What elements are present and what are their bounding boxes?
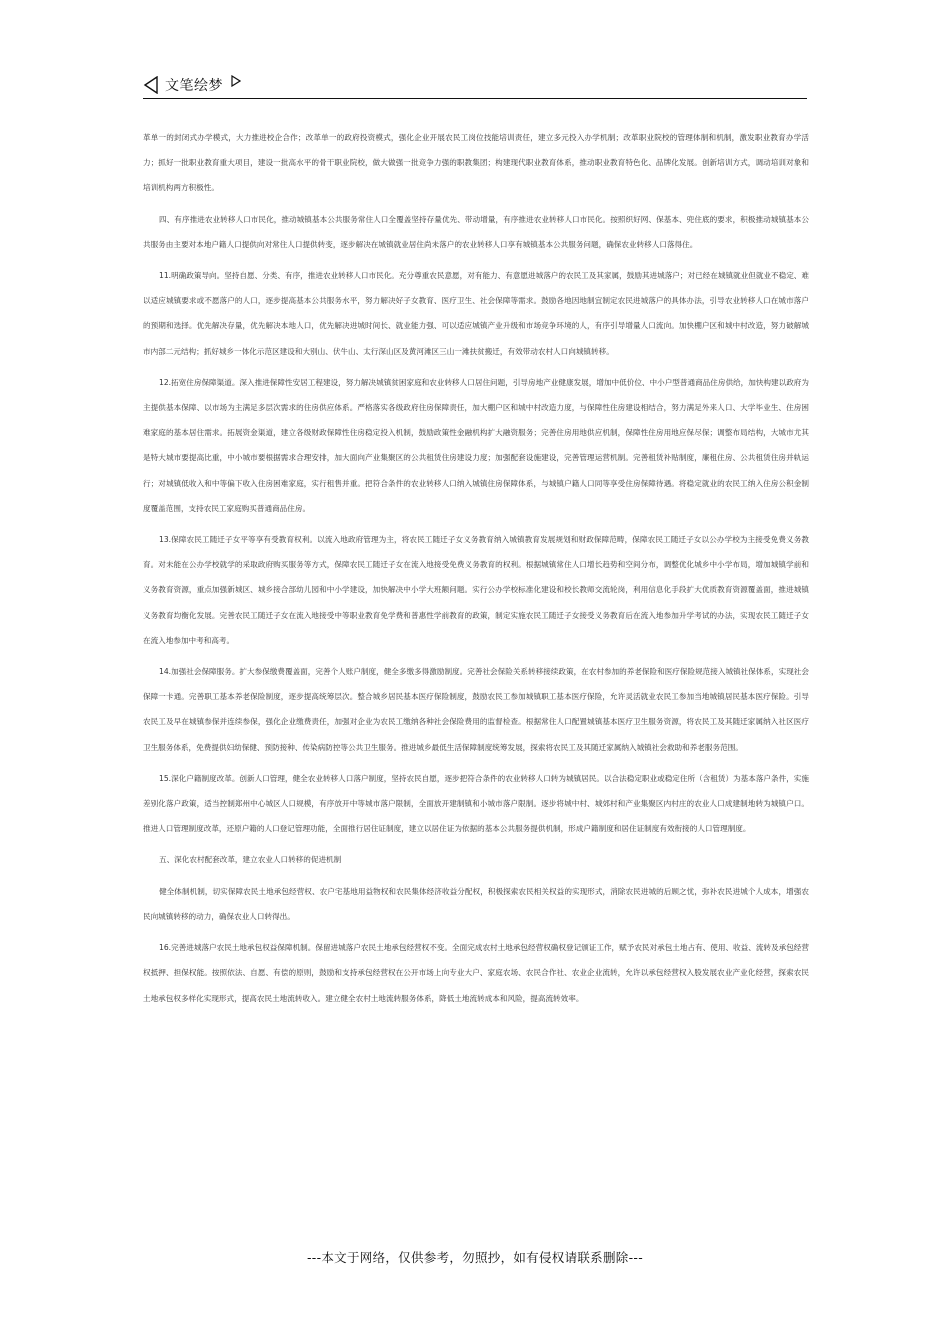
paragraph-8: 健全体制机制，切实保障农民土地承包经营权、农户宅基地用益物权和农民集体经济收益分配权，积极探索农民相关权益的实现形式，消除农民进城的后顾之忧，弥补农民进城个人成本，增强农民向城镇转移的动力，确保农业人口转得出。 bbox=[143, 886, 809, 921]
footer-disclaimer: ---本文于网络，仅供参考，勿照抄，如有侵权请联系删除--- bbox=[306, 1250, 644, 1265]
paragraph-2: 11.明确政策导向。坚持自愿、分类、有序，推进农业转移人口市民化。充分尊重农民意愿，对有能力、有意愿进城落户的农民工及其家属，鼓励其进城落户；对已经在城镇就业但就业不稳定、难以适应城镇要求或不愿落户的人口，逐步提高基本公共服务水平，努力解决好子女教育、医疗卫生、社会保障等需求。鼓励各地因地制宜制定农民进城落户的具体办法，引导农业转移人口在城市落户的预期和选择。优先解决存量，优先解决本地人口，优先解决进城时间长、就业能力强、可以适应城镇产业升级和市场竞争环境的人，有序引导增量人口流向。加快棚户区和城中村改造，努力破解城市内部二元结构；抓好城乡一体化示范区建设和大别山、伏牛山、太行深山区及黄河滩区三山一滩扶贫搬迁，有效带动农村人口向城镇转移。 bbox=[143, 271, 809, 356]
paragraph-1: 四、有序推进农业转移人口市民化，推动城镇基本公共服务常住人口全覆盖坚持存量优先、带动增量，有序推进农业转移人口市民化。按照织好网、保基本、兜住底的要求，积极推动城镇基本公共服务由主要对本地户籍人口提供向对常住人口提供转变，逐步解决在城镇就业居住尚未落户的农业转移人口享有城镇基本公共服务问题，确保农业转移人口落得住。 bbox=[143, 214, 809, 249]
paragraph-4: 13.保障农民工随迁子女平等享有受教育权利。以流入地政府管理为主，将农民工随迁子女义务教育纳入城镇教育发展规划和财政保障范畴，保障农民工随迁子女以公办学校为主接受免费义务教育。对未能在公办学校就学的采取政府购买服务等方式，保障农民工随迁子女在流入地接受免费义务教育的权利。根据城镇常住人口增长趋势和空间分布，调整优化城乡中小学布局，增加城镇学前和义务教育资源，重点加强新城区、城乡接合部幼儿园和中小学建设，加快解决中小学大班额问题。实行公办学校标准化建设和校长教师交流轮岗，利用信息化手段扩大优质教育资源覆盖面，推进城镇义务教育均衡化发展。完善农民工随迁子女在流入地接受中等职业教育免学费和普惠性学前教育的政策，制定实施农民工随迁子女接受义务教育后在流入地参加升学考试的办法，实现农民工随迁子女在流入地参加中考和高考。 bbox=[143, 535, 809, 645]
paragraph-9: 16.完善进城落户农民土地承包权益保障机制。保留进城落户农民土地承包经营权不变。全面完成农村土地承包经营权确权登记颁证工作，赋予农民对承包土地占有、使用、收益、流转及承包经营权抵押、担保权能。按照依法、自愿、有偿的原则，鼓励和支持承包经营权在公开市场上向专业大户、家庭农场、农民合作社、农业企业流转，允许以承包经营权入股发展农业产业化经营，探索农民土地承包权多样化实现形式，提高农民土地流转收入。建立健全农村土地流转服务体系，降低土地流转成本和风险，提高流转效率。 bbox=[143, 943, 809, 1003]
page-header bbox=[143, 72, 807, 99]
paragraph-6: 15.深化户籍制度改革。创新人口管理，健全农业转移人口落户制度，坚持农民自愿，逐步把符合条件的农业转移人口转为城镇居民。以合法稳定职业或稳定住所（含租赁）为基本落户条件，实施差别化落户政策，适当控制郑州中心城区人口规模，有序放开中等城市落户限制，全面放开建制镇和小城市落户限制。逐步将城中村、城郊村和产业集聚区内村庄的农业人口成建制地转为城镇户口。推进人口管理制度改革，还原户籍的人口登记管理功能，全面推行居住证制度，建立以居住证为依据的基本公共服务提供机制，形成户籍制度和居住证制度有效衔接的人口管理制度。 bbox=[143, 773, 809, 834]
brand-title: 文笔绘梦 bbox=[165, 78, 223, 94]
triangle-right-outline-icon bbox=[231, 75, 241, 87]
paragraph-5: 14.加强社会保障服务。扩大参保缴费覆盖面，完善个人账户制度，健全多缴多得激励制度。完善社会保险关系转移接续政策，在农村参加的养老保险和医疗保险规范接入城镇社保体系，实现社会保障一卡通。完善职工基本养老保险制度，逐步提高统筹层次。整合城乡居民基本医疗保险制度，鼓励农民工参加城镇职工基本医疗保险，允许灵活就业农民工参加当地城镇居民基本医疗保险。引导农民工及早在城镇参保并连续参保，强化企业缴费责任，加强对企业为农民工缴纳各种社会保险费用的监督检查。根据常住人口配置城镇基本医疗卫生服务资源，将农民工及其随迁家属纳入社区医疗卫生服务体系，免费提供妇幼保健、预防接种、传染病防控等公共卫生服务。推进城乡最低生活保障制度统筹发展，探索将农民工及其随迁家属纳入城镇社会救助和养老服务范围。 bbox=[143, 667, 809, 752]
section-heading: 五、深化农村配套改革，建立农业人口转移的促进机制 bbox=[159, 855, 342, 865]
paragraph-0: 革单一的封闭式办学模式，大力推进校企合作；改革单一的政府投资模式，强化企业开展农民工岗位技能培训责任，建立多元投入办学机制；改革职业院校的管理体制和机制，激发职业教育办学活力；抓好一批职业教育重大项目，建设一批高水平的骨干职业院校，做大做强一批竞争力强的职教集团；构建现代职业教育体系，推动职业教育特色化、品牌化发展。创新培训方式，调动培训对象和培训机构两方积极性。 bbox=[143, 133, 809, 193]
triangle-left-outline-icon bbox=[143, 76, 159, 94]
brand bbox=[143, 74, 241, 96]
document-body bbox=[143, 125, 809, 1017]
paragraph-3: 12.拓宽住房保障渠道。深入推进保障性安居工程建设，努力解决城镇贫困家庭和农业转移人口居住问题，引导房地产业健康发展，增加中低价位、中小户型普通商品住房供给，加快构建以政府为主提供基本保障、以市场为主满足多层次需求的住房供应体系。严格落实各级政府住房保障责任，加大棚户区和城中村改造力度，与保障性住房建设相结合，努力满足外来人口、大学毕业生、住房困难家庭的基本居住需求。拓展资金渠道，建立各级财政保障性住房稳定投入机制，鼓励政策性金融机构扩大融资服务；完善住房用地供应机制，保障性住房用地应保尽保；调整布局结构，大城市尤其是特大城市要提高比重，中小城市要根据需求合理安排，加大面向产业集聚区的公共租赁住房建设力度；加强配套设施建设，完善管理运营机制。完善租赁补贴制度，廉租住房、公共租赁住房并轨运行；对城镇低收入和中等偏下收入住房困难家庭，实行租售并重。把符合条件的农业转移人口纳入城镇住房保障体系，与城镇户籍人口同等享受住房保障待遇。将稳定就业的农民工纳入住房公积金制度覆盖范围，支持农民工家庭购买普通商品住房。 bbox=[143, 377, 809, 513]
